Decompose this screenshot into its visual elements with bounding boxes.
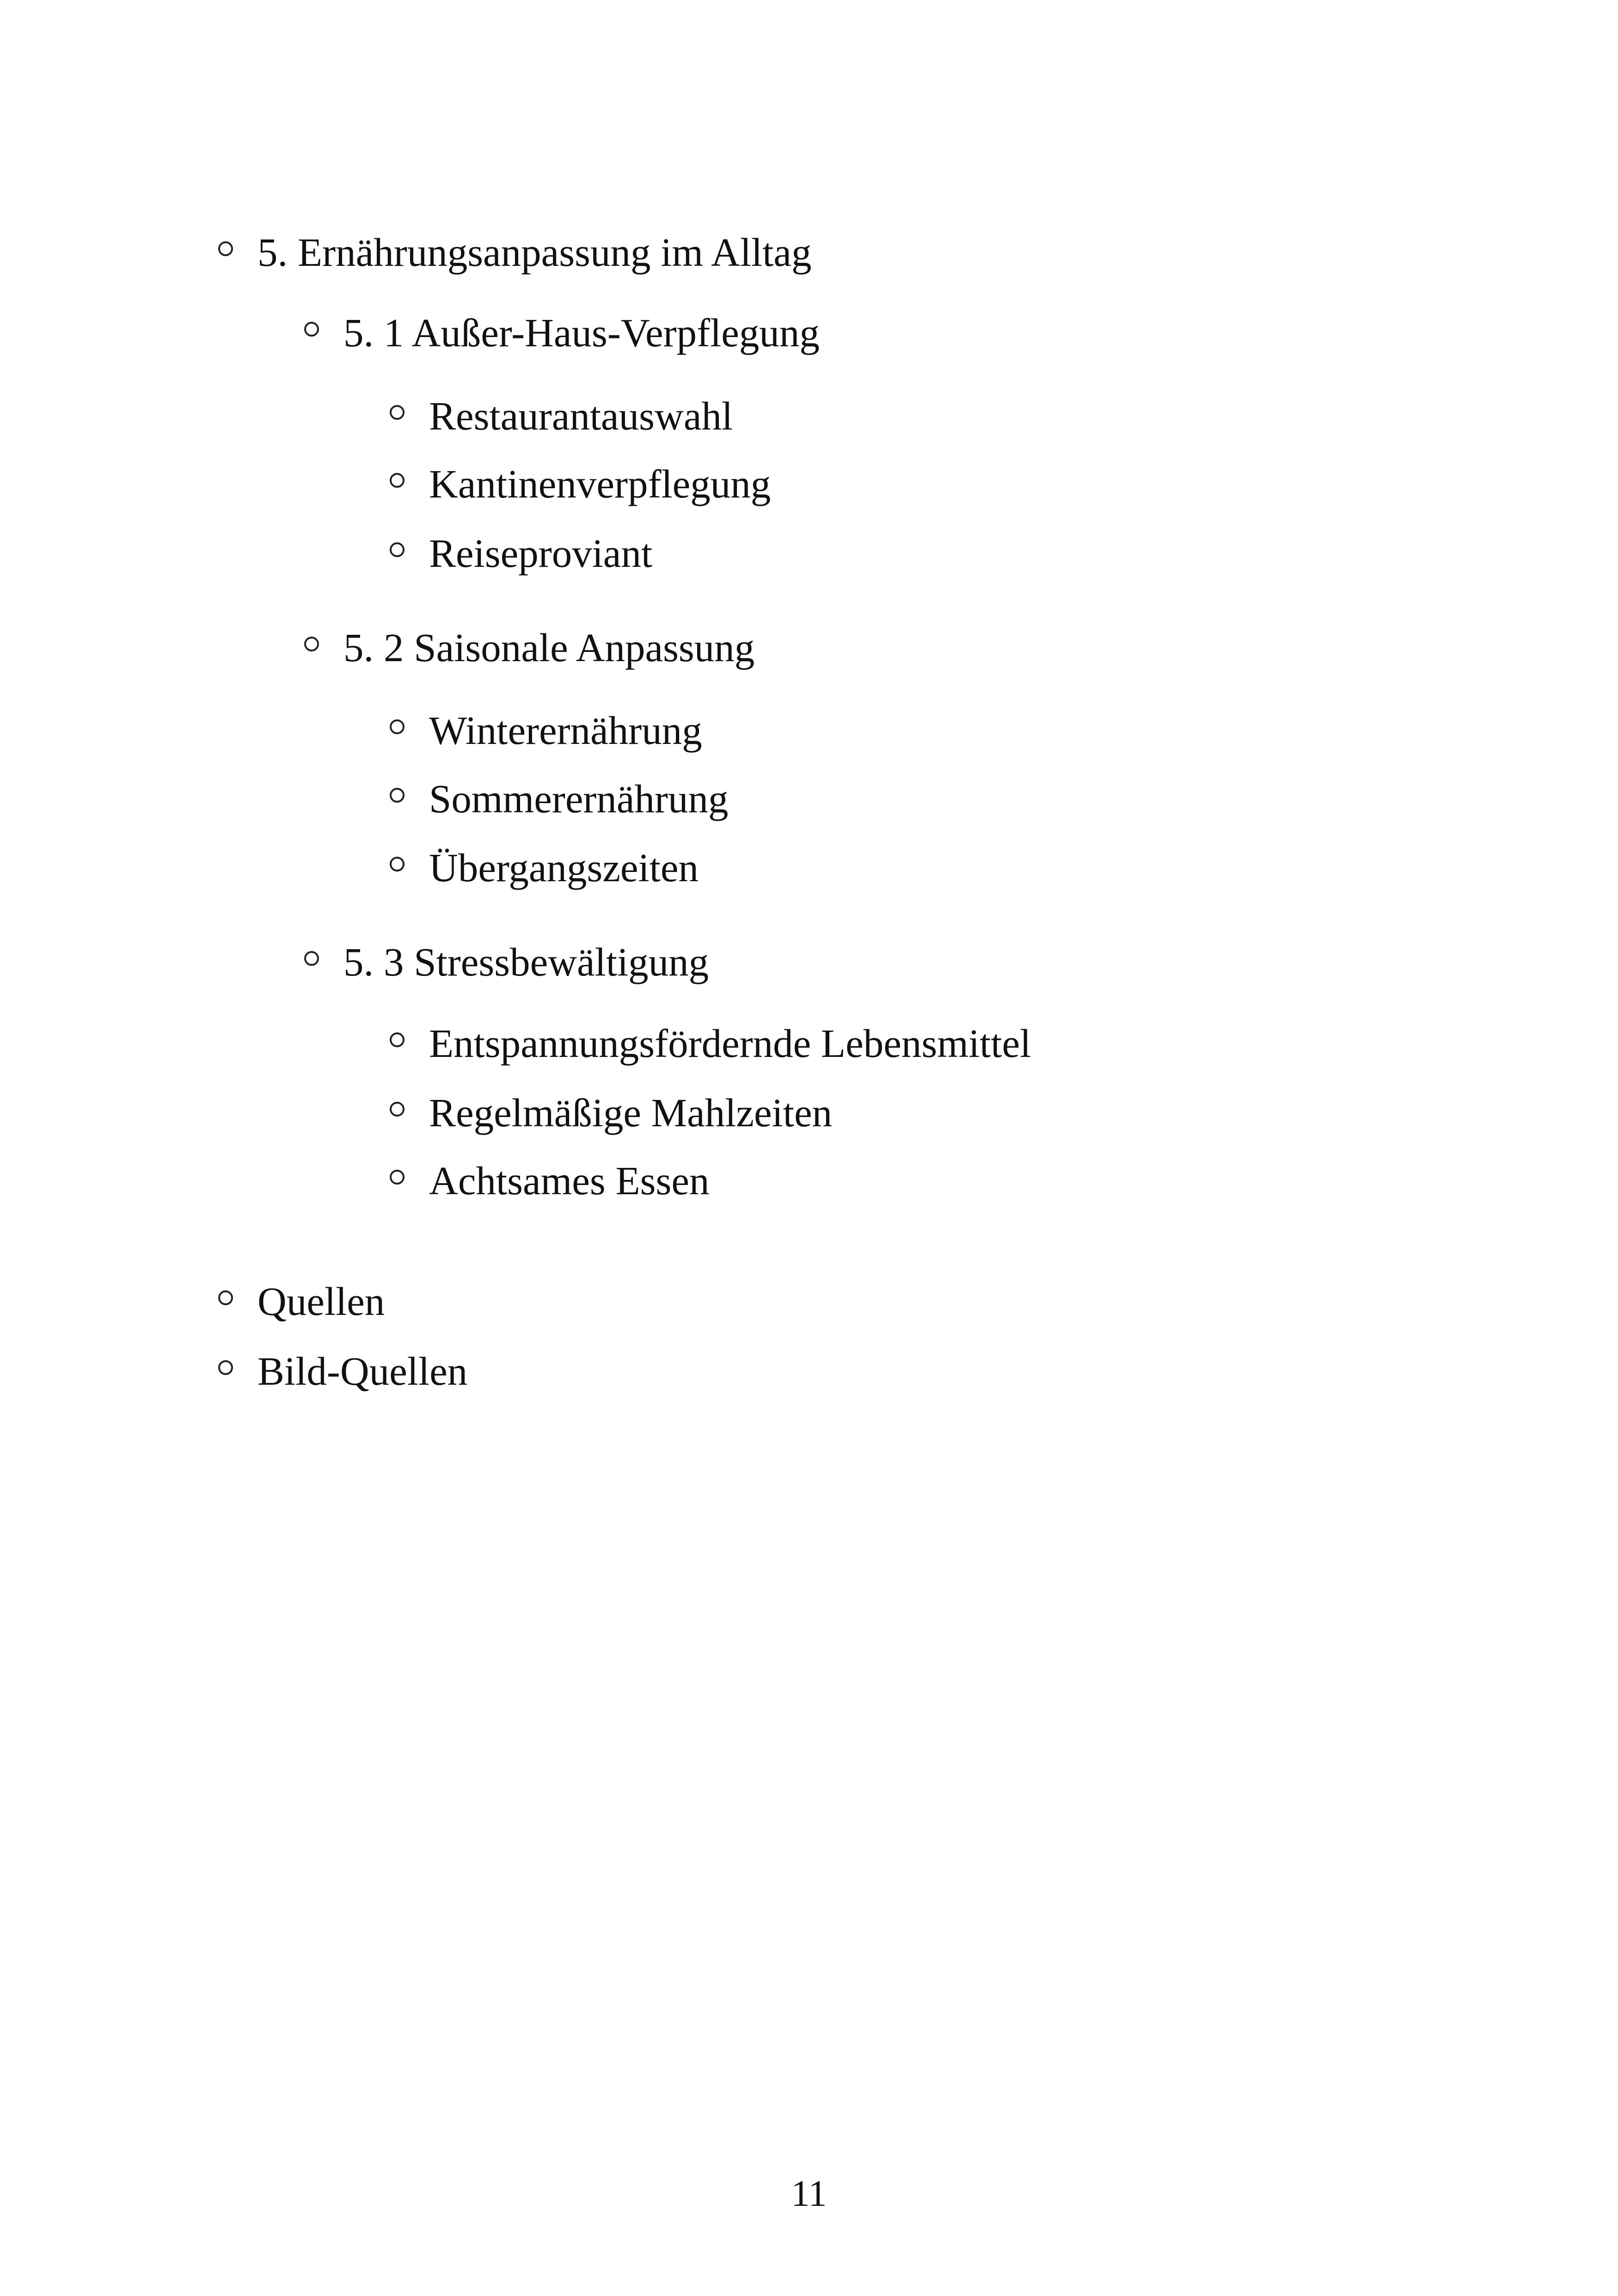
hollow-bullet-icon (390, 542, 404, 557)
toc-item-label: Reiseproviant (429, 531, 653, 576)
toc-entry-label: Bild-Quellen (257, 1349, 468, 1394)
hollow-bullet-icon (390, 1170, 404, 1185)
hollow-bullet-icon (390, 1032, 404, 1047)
toc-entry-label: 5. 2 Saisonale Anpassung (343, 625, 755, 670)
hollow-bullet-icon (218, 1360, 233, 1375)
hollow-bullet-icon (390, 473, 404, 488)
hollow-bullet-icon (304, 637, 319, 651)
toc-item-label: Kantinenverpflegung (429, 461, 771, 506)
toc-item-label: Winterernährung (429, 708, 702, 753)
toc-item-label: Restaurantauswahl (429, 393, 733, 438)
toc-item-label: Regelmäßige Mahlzeiten (429, 1090, 833, 1135)
toc-entry-label: 5. 1 Außer-Haus-Verpflegung (343, 310, 820, 355)
hollow-bullet-icon (390, 405, 404, 420)
hollow-bullet-icon (390, 1102, 404, 1117)
toc-item-label: Entspannungsfördernde Lebensmittel (429, 1021, 1031, 1066)
hollow-bullet-icon (390, 788, 404, 803)
toc-entry-label: Quellen (257, 1279, 385, 1324)
toc-item-label: Sommerernährung (429, 776, 729, 821)
hollow-bullet-icon (304, 322, 319, 337)
toc-item-label: Achtsames Essen (429, 1158, 710, 1203)
hollow-bullet-icon (390, 857, 404, 872)
toc-item-label: Übergangszeiten (429, 845, 699, 890)
toc-entry-label: 5. 3 Stressbewältigung (343, 939, 709, 984)
toc-entry-label: 5. Ernährungsanpassung im Alltag (257, 230, 812, 275)
page-number: 11 (791, 2173, 827, 2214)
hollow-bullet-icon (218, 241, 233, 256)
hollow-bullet-icon (304, 951, 319, 966)
hollow-bullet-icon (218, 1290, 233, 1305)
hollow-bullet-icon (390, 719, 404, 734)
